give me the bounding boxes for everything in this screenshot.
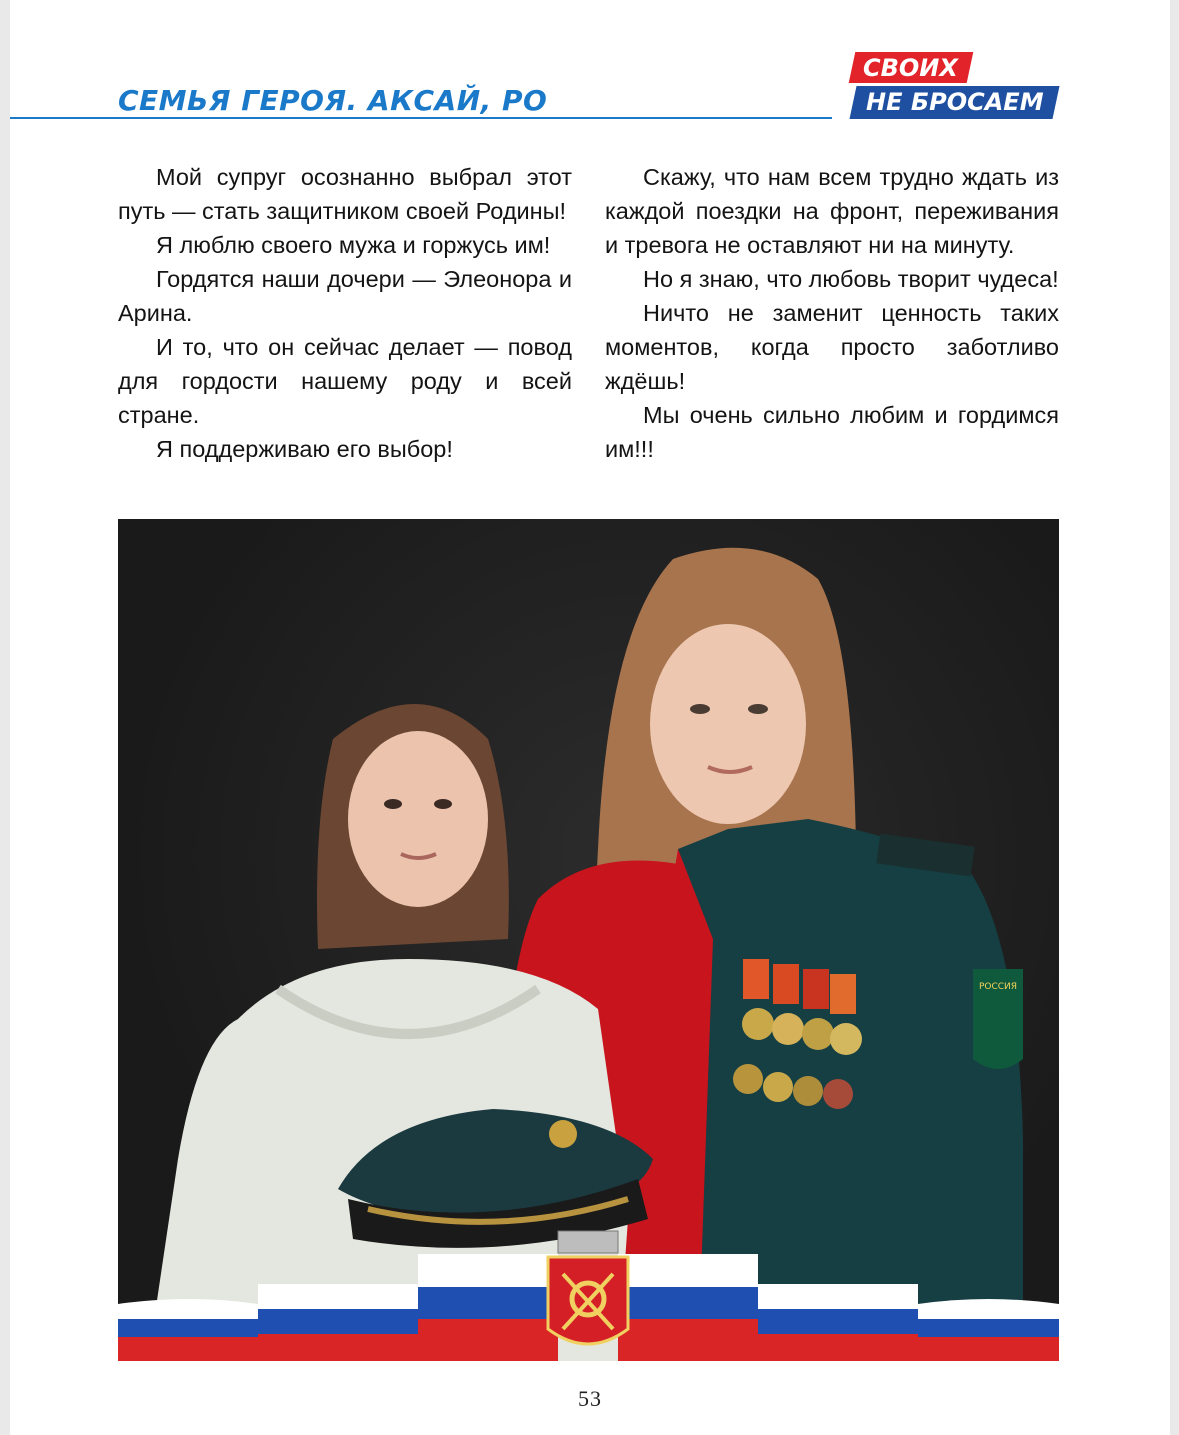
text-column-left <box>118 160 572 466</box>
paragraph: Ничто не заменит ценность таких моментов, когда просто заботливо ждёшь! <box>605 300 1059 394</box>
paragraph: И то, что он сейчас делает — повод для гордости нашему роду и всей стране. <box>118 334 572 428</box>
document-page <box>10 0 1170 1435</box>
medals-icon <box>733 959 862 1109</box>
coat-of-arms-icon <box>548 1231 628 1344</box>
paragraph: Гордятся наши дочери — Элеонора и Арина. <box>118 266 572 326</box>
header-divider <box>10 117 832 119</box>
paragraph: Я люблю своего мужа и горжусь им! <box>156 232 551 258</box>
logo-line-1: СВОИХ <box>863 54 958 82</box>
photo-illustration <box>118 519 1059 1361</box>
paragraph: Я поддерживаю его выбор! <box>156 436 453 462</box>
paragraph: Но я знаю, что любовь творит чудеса! <box>643 266 1059 292</box>
paragraph: Скажу, что нам всем трудно ждать из каждой поездки на фронт, переживания и тревога не оставляют ни на минуту. <box>605 164 1059 258</box>
sleeve-patch-label: РОССИЯ <box>978 982 1018 992</box>
photo-two-girls-icon <box>118 519 1059 1361</box>
paragraph: Мы очень сильно любим и гордимся им!!! <box>605 402 1059 462</box>
page-number: 53 <box>578 1386 602 1411</box>
paragraph: Мой супруг осознанно выбрал этот путь — стать защитником своей Родины! <box>118 164 572 224</box>
text-column-right <box>605 160 1059 466</box>
logo-line-2: НЕ БРОСАЕМ <box>866 88 1044 116</box>
page-title: СЕМЬЯ ГЕРОЯ. АКСАЙ, РО <box>118 84 548 117</box>
